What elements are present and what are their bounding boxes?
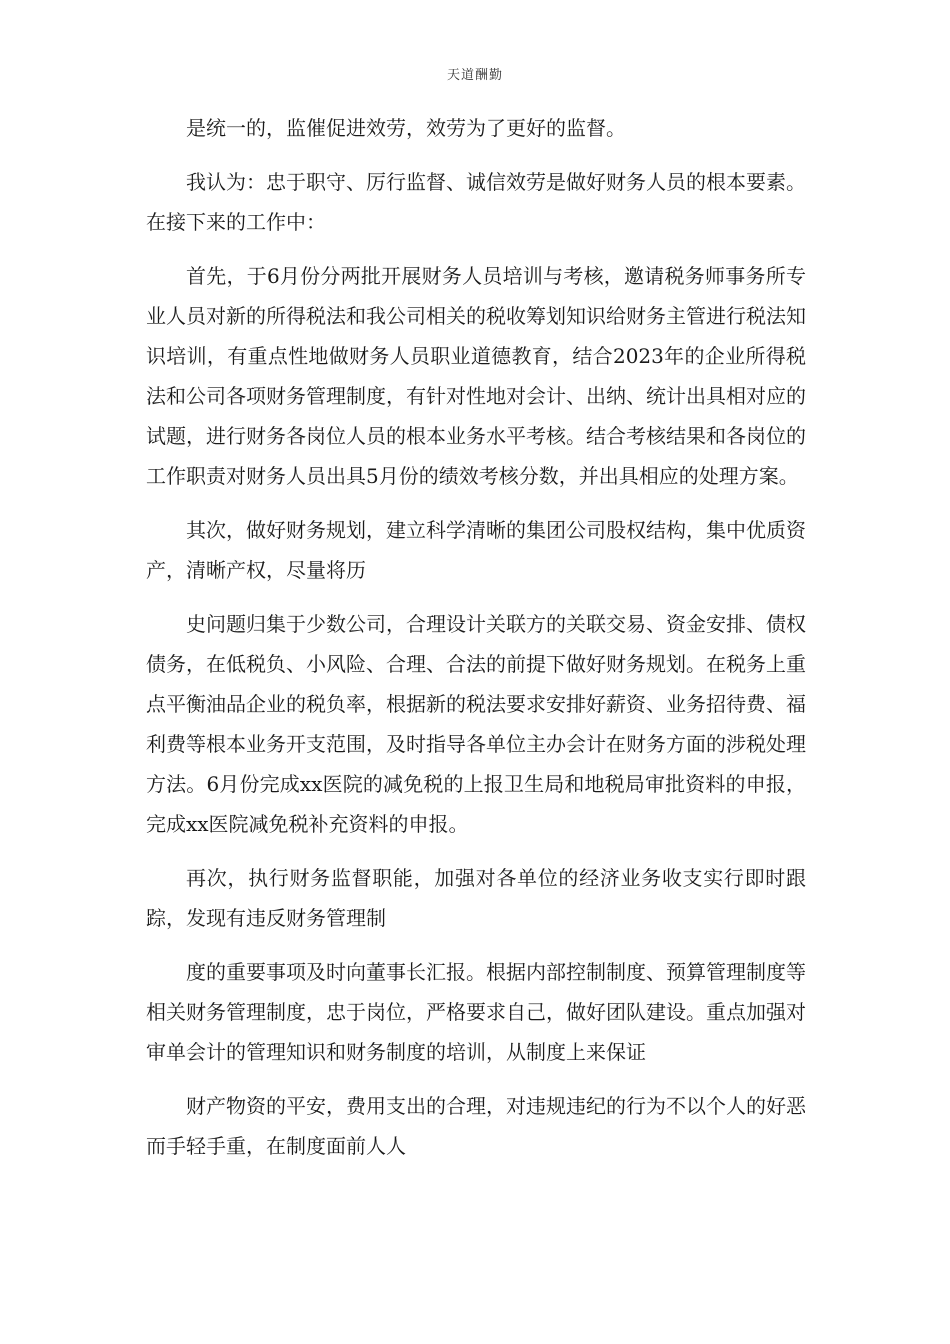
page-header: 天道酬勤 <box>446 68 503 83</box>
document-body <box>146 108 806 1180</box>
paragraph-5: 史问题归集于少数公司，合理设计关联方的关联交易、资金安排、债权债务，在低税负、小风险、合理、合法的前提下做好财务规划。在税务上重点平衡油品企业的税负率，根据新的税法要求安排好薪资、业务招待费、福利费等根本业务开支范围，及时指导各单位主办会计在财务方面的涉税处理方法。6月份完成xx医院的减免税的上报卫生局和地税局审批资料的申报，完成xx医院减免税补充资料的申报。 <box>146 612 806 836</box>
paragraph-3: 首先，于6月份分两批开展财务人员培训与考核，邀请税务师事务所专业人员对新的所得税法和我公司相关的税收筹划知识给财务主管进行税法知识培训，有重点性地做财务人员职业道德教育，结合2023年的企业所得税法和公司各项财务管理制度，有针对性地对会计、出纳、统计出具相对应的试题，进行财务各岗位人员的根本业务水平考核。结合考核结果和各岗位的工作职责对财务人员出具5月份的绩效考核分数，并出具相应的处理方案。 <box>146 264 806 488</box>
paragraph-7: 度的重要事项及时向董事长汇报。根据内部控制制度、预算管理制度等相关财务管理制度，忠于岗位，严格要求自己，做好团队建设。重点加强对审单会计的管理知识和财务制度的培训，从制度上来保证 <box>146 960 806 1064</box>
paragraph-4: 其次，做好财务规划，建立科学清晰的集团公司股权结构，集中优质资产，清晰产权，尽量将历 <box>146 518 806 582</box>
paragraph-1: 是统一的，监催促进效劳，效劳为了更好的监督。 <box>186 116 626 140</box>
paragraph-6: 再次，执行财务监督职能，加强对各单位的经济业务收支实行即时跟踪，发现有违反财务管理制 <box>146 866 806 930</box>
paragraph-8: 财产物资的平安，费用支出的合理，对违规违纪的行为不以个人的好恶而手轻手重，在制度面前人人 <box>146 1094 806 1158</box>
paragraph-2: 我认为：忠于职守、厉行监督、诚信效劳是做好财务人员的根本要素。在接下来的工作中： <box>146 170 806 234</box>
